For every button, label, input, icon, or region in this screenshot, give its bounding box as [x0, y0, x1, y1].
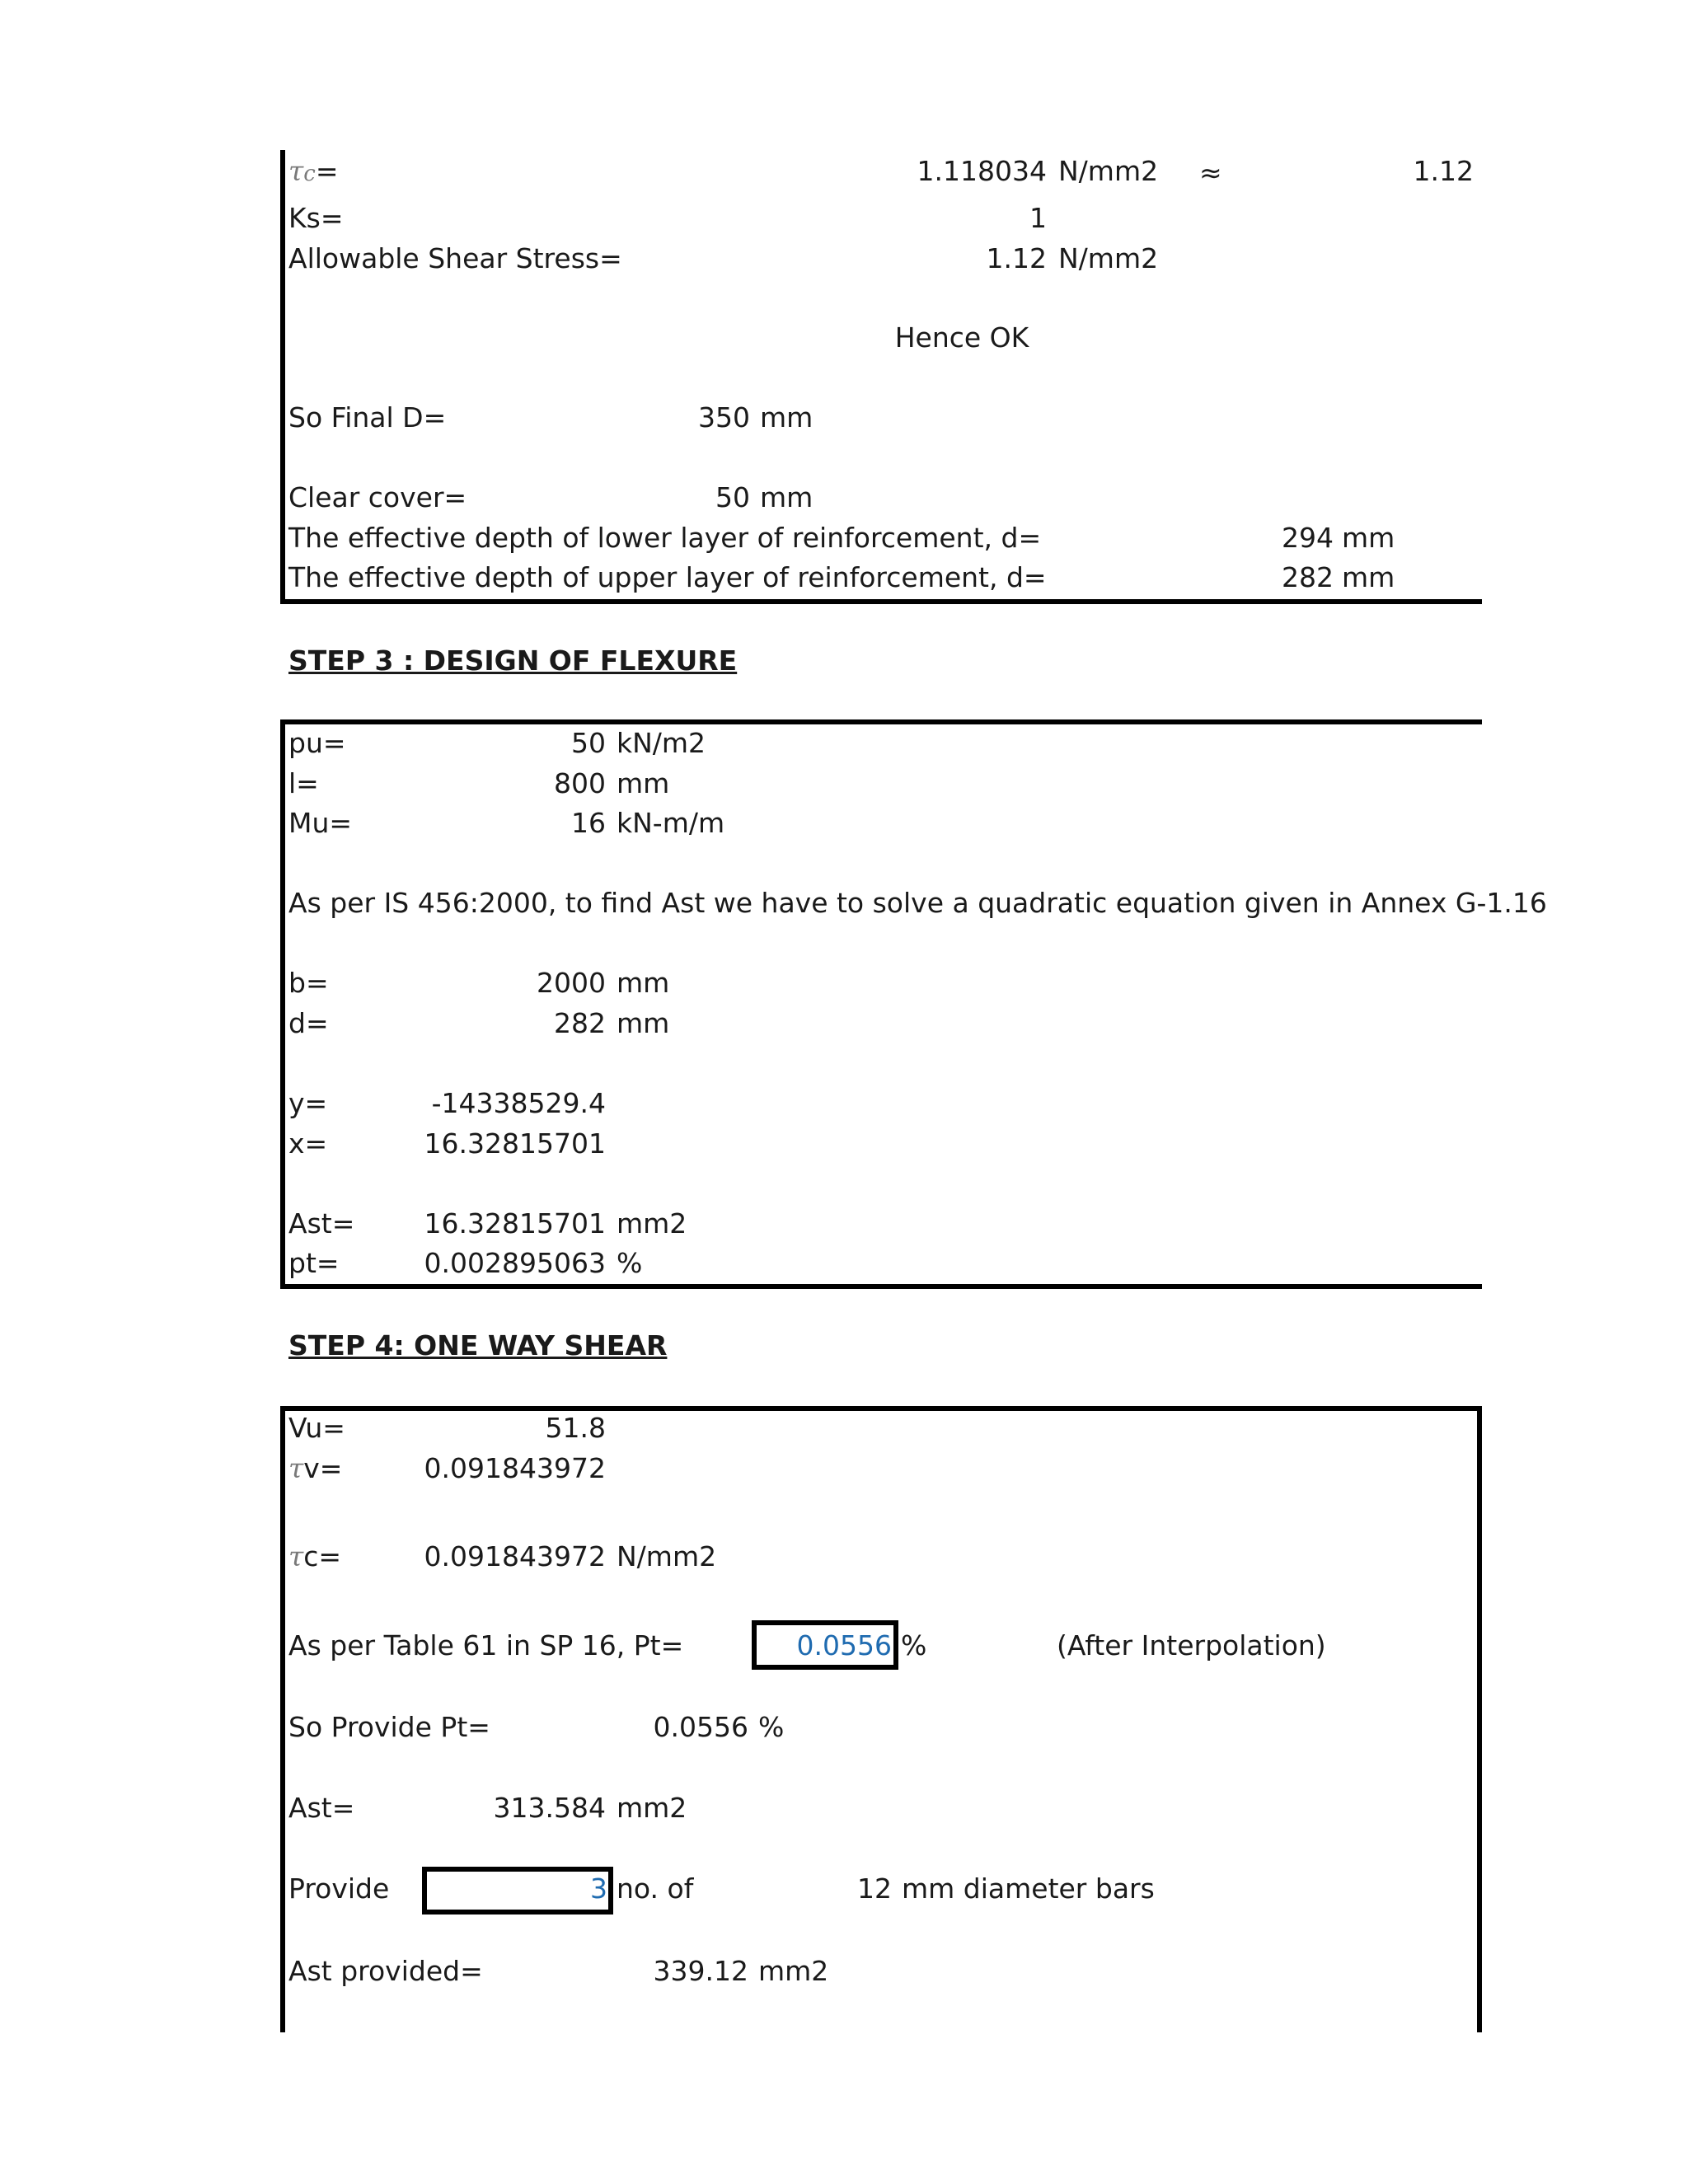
x-value: 16.32815701: [424, 1127, 606, 1160]
ast2-label: Ast=: [288, 1792, 355, 1824]
l-label: l=: [288, 767, 319, 799]
vu-label: Vu=: [288, 1412, 345, 1444]
ast-provided-value: 339.12: [653, 1955, 748, 1987]
no-of-text: no. of: [617, 1872, 694, 1905]
ast2-value: 313.584: [493, 1792, 606, 1824]
y-label: y=: [288, 1087, 328, 1119]
clear-cover-unit: mm: [760, 481, 814, 513]
mu-unit: kN-m/m: [617, 807, 725, 839]
eff-depth-upper-unit: mm: [1342, 561, 1395, 593]
l-unit: mm: [617, 767, 670, 799]
y-value: -14338529.4: [431, 1087, 606, 1119]
tau-v-value: 0.091843972: [424, 1452, 606, 1484]
pt-unit: %: [617, 1247, 643, 1279]
step3-frame: [280, 719, 1482, 1289]
hence-ok-text: Hence OK: [894, 321, 1029, 354]
l-value: 800: [554, 767, 606, 799]
tau-c-rounded: 1.12: [1413, 155, 1474, 187]
d-unit: mm: [617, 1007, 670, 1039]
mu-value: 16: [571, 807, 606, 839]
bar-count-input-value[interactable]: 3: [590, 1872, 607, 1905]
tau-c-label: τc=: [288, 155, 339, 187]
is456-note: As per IS 456:2000, to find Ast we have to solve a quadratic equation given in Annex G-1.16: [288, 887, 1547, 919]
eff-depth-upper-label: The effective depth of upper layer of reinforcement, d=: [288, 561, 1047, 593]
mu-label: Mu=: [288, 807, 353, 839]
pt-label: pt=: [288, 1247, 340, 1279]
allowable-unit: N/mm2: [1058, 242, 1159, 274]
allowable-label: Allowable Shear Stress=: [288, 242, 622, 274]
x-label: x=: [288, 1127, 328, 1160]
pu-value: 50: [571, 727, 606, 759]
ks-value: 1: [1029, 202, 1047, 234]
eff-depth-lower-value: 294: [1282, 522, 1334, 554]
ast-value: 16.32815701: [424, 1207, 606, 1240]
pu-unit: kN/m2: [617, 727, 706, 759]
eff-depth-lower-label: The effective depth of lower layer of reinforcement, d=: [288, 522, 1042, 554]
b-label: b=: [288, 967, 329, 999]
ast-provided-unit: mm2: [758, 1955, 829, 1987]
b-unit: mm: [617, 967, 670, 999]
provide-pt-unit: %: [758, 1711, 785, 1743]
ast-provided-label: Ast provided=: [288, 1955, 483, 1987]
ast-label: Ast=: [288, 1207, 355, 1240]
vu-value: 51.8: [545, 1412, 606, 1444]
provide-label: Provide: [288, 1872, 390, 1905]
pt-input-unit: %: [901, 1629, 927, 1661]
final-d-label: So Final D=: [288, 401, 447, 434]
step4-heading: STEP 4: ONE WAY SHEAR: [288, 1329, 668, 1361]
final-d-unit: mm: [760, 401, 814, 434]
step3-heading: STEP 3 : DESIGN OF FLEXURE: [288, 644, 738, 677]
eff-depth-upper-value: 282: [1282, 561, 1334, 593]
d-value: 282: [554, 1007, 606, 1039]
table61-label: As per Table 61 in SP 16, Pt=: [288, 1629, 684, 1661]
tau-c-unit: N/mm2: [1058, 155, 1159, 187]
bar-diameter-value: 12: [857, 1872, 892, 1905]
b-value: 2000: [537, 967, 606, 999]
final-d-value: 350: [698, 401, 750, 434]
pt-input-value[interactable]: 0.0556: [796, 1629, 892, 1661]
ast-unit: mm2: [617, 1207, 687, 1240]
eff-depth-lower-unit: mm: [1342, 522, 1395, 554]
pt-value: 0.002895063: [424, 1247, 606, 1279]
bar-diameter-text: mm diameter bars: [902, 1872, 1155, 1905]
clear-cover-value: 50: [715, 481, 750, 513]
tau-c2-value: 0.091843972: [424, 1540, 606, 1572]
tau-v-label: τv=: [288, 1452, 343, 1484]
provide-pt-value: 0.0556: [653, 1711, 748, 1743]
tau-c2-label: τc=: [288, 1540, 342, 1572]
ast2-unit: mm2: [617, 1792, 687, 1824]
interpolation-note: (After Interpolation): [1057, 1629, 1326, 1661]
allowable-value: 1.12: [986, 242, 1047, 274]
pu-label: pu=: [288, 727, 346, 759]
approx-symbol: ≈: [1199, 157, 1222, 189]
tau-c-value: 1.118034: [917, 155, 1047, 187]
provide-pt-label: So Provide Pt=: [288, 1711, 490, 1743]
ks-label: Ks=: [288, 202, 344, 234]
tau-c2-unit: N/mm2: [617, 1540, 717, 1572]
d-label: d=: [288, 1007, 329, 1039]
clear-cover-label: Clear cover=: [288, 481, 467, 513]
